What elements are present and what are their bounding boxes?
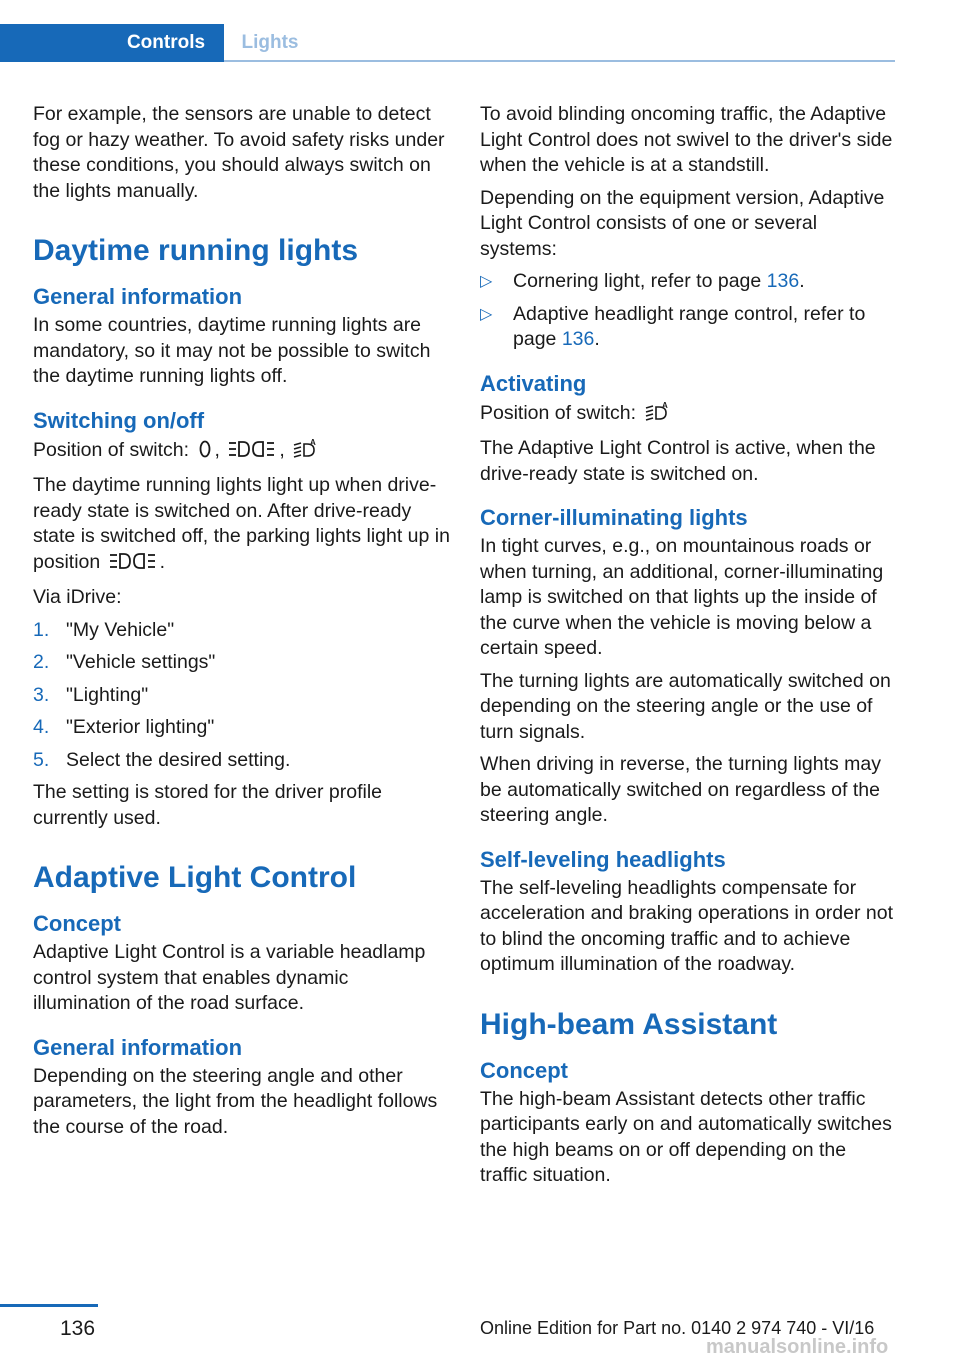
general-2-paragraph: Depending on the steering angle and other parameters, the light from the headlight follows the course of the road.	[33, 1064, 438, 1138]
heading-corner-illuminating-lights: Corner-illuminating lights	[480, 505, 748, 530]
page-link[interactable]: 136	[766, 270, 800, 292]
heading-switching-on-off: Switching on/off	[33, 407, 205, 433]
corner-paragraph-1: In tight curves, e.g., on mountainous roads or when turning, an additional, corner-illuminating lamp is switched on that lights up the inside of the curve when the vehicle is moving below a certain speed.	[480, 535, 884, 659]
heading-concept-2: Concept	[480, 1057, 568, 1083]
list-item	[33, 715, 451, 741]
list-item	[33, 748, 451, 774]
high-beam-paragraph: The high-beam Assistant detects other traffic participants early on and automatically switches the high beams on or off depending on the traffic situation.	[480, 1087, 892, 1186]
heading-activating: Activating	[480, 370, 587, 396]
heading-daytime-running-lights: Daytime running lights	[33, 234, 359, 267]
parking-lights-icon	[109, 551, 157, 579]
systems-paragraph: Depending on the equipment version, Adaptive Light Control consists of one or several systems:	[480, 186, 885, 260]
corner-paragraph-3: When driving in reverse, the turning lights may be automatically switched on regardless of the steering angle.	[480, 753, 882, 826]
watermark: manualsonline.info	[706, 1336, 889, 1358]
list-item	[33, 650, 451, 676]
heading-concept: Concept	[33, 911, 121, 936]
switch-zero-icon	[198, 439, 212, 467]
triangle-bullet-icon: ▷	[480, 305, 493, 323]
tab-lights[interactable]: Lights	[241, 32, 299, 53]
daytime-behaviour-paragraph: The daytime running lights light up when drive-ready state is switched on. After drive-ready state is switched off, the parking lights light up in position .	[33, 473, 451, 578]
switch-position-label: Position of switch:	[33, 438, 190, 461]
step-text: "Exterior lighting"	[66, 716, 215, 738]
heading-general-information-2: General information	[33, 1034, 243, 1060]
step-number: 4.	[33, 716, 50, 738]
triangle-bullet-icon: ▷	[480, 273, 493, 290]
blinding-paragraph: To avoid blinding oncoming traffic, the Adaptive Light Control does not swivel to the driver's side when the vehicle is at a standstill.	[480, 103, 893, 176]
via-idrive-label: Via iDrive:	[33, 586, 122, 608]
item-text: Cornering light, refer to page	[513, 270, 762, 292]
header-divider	[224, 60, 895, 62]
intro-paragraph: For example, the sensors are unable to detect fog or hazy weather. To avoid safety risks under these conditions, you should always switch on the lights manually.	[33, 103, 445, 202]
list-item: ▷ Cornering light, refer to page 136.	[480, 269, 898, 295]
switch-position-line: Position of switch: , , A	[33, 437, 451, 467]
systems-list	[480, 269, 898, 353]
heading-high-beam-assistant: High-beam Assistant	[480, 1007, 778, 1041]
auto-headlights-icon	[645, 400, 671, 430]
right-column	[480, 102, 898, 1196]
list-item	[33, 618, 451, 644]
step-number: 5.	[33, 748, 50, 771]
tab-controls[interactable]: Controls	[0, 24, 224, 62]
list-item: ▷ Adaptive headlight range control, refer to page 136.	[480, 302, 866, 350]
idrive-steps-list	[33, 618, 451, 774]
heading-adaptive-light-control: Adaptive Light Control	[33, 861, 357, 894]
activating-switch-line	[480, 400, 898, 430]
step-text: Select the desired setting.	[66, 748, 291, 771]
edition-note: Online Edition for Part no. 0140 2 974 740 - VI/16	[480, 1318, 875, 1338]
heading-general-information: General information	[33, 284, 243, 309]
step-number: 3.	[33, 683, 50, 706]
general-paragraph: In some countries, daytime running lights are mandatory, so it may not be possible to switch the daytime running lights off.	[33, 314, 431, 387]
concept-paragraph: Adaptive Light Control is a variable headlamp control system that enables dynamic illumination of the road surface.	[33, 941, 426, 1014]
svg-text:A: A	[310, 437, 316, 447]
corner-paragraph-2: The turning lights are automatically switched on depending on the steering angle or the use of turn signals.	[480, 669, 891, 743]
switch-position-label: Position of switch:	[480, 401, 637, 424]
self-leveling-paragraph: The self-leveling headlights compensate for acceleration and braking operations in order not to blind the oncoming traffic and to achieve optimum illumination of the roadway.	[480, 876, 894, 975]
heading-self-leveling-headlights: Self-leveling headlights	[480, 846, 726, 872]
header-tabs	[0, 24, 895, 62]
step-number: 1.	[33, 618, 50, 641]
step-text: "Vehicle settings"	[66, 651, 216, 673]
step-number: 2.	[33, 651, 50, 673]
left-column	[33, 102, 451, 1147]
page-number: 136	[60, 1317, 96, 1340]
page-link[interactable]: 136	[561, 328, 595, 350]
svg-text:A: A	[661, 400, 668, 410]
footer-rule	[0, 1304, 98, 1307]
list-item	[33, 683, 451, 709]
step-text: "Lighting"	[66, 683, 149, 706]
item-text: Adaptive headlight range control, refer to page	[513, 302, 866, 350]
parking-lights-icon	[228, 439, 276, 467]
stored-setting-paragraph: The setting is stored for the driver profile currently used.	[33, 781, 382, 829]
auto-headlights-icon	[293, 437, 319, 467]
step-text: "My Vehicle"	[66, 618, 175, 641]
daytime-behaviour-text: The daytime running lights light up when drive-ready state is switched on. After drive-ready state is switched off, the parking lights light up in position	[33, 474, 450, 573]
active-paragraph: The Adaptive Light Control is active, when the drive-ready state is switched on.	[480, 437, 876, 485]
